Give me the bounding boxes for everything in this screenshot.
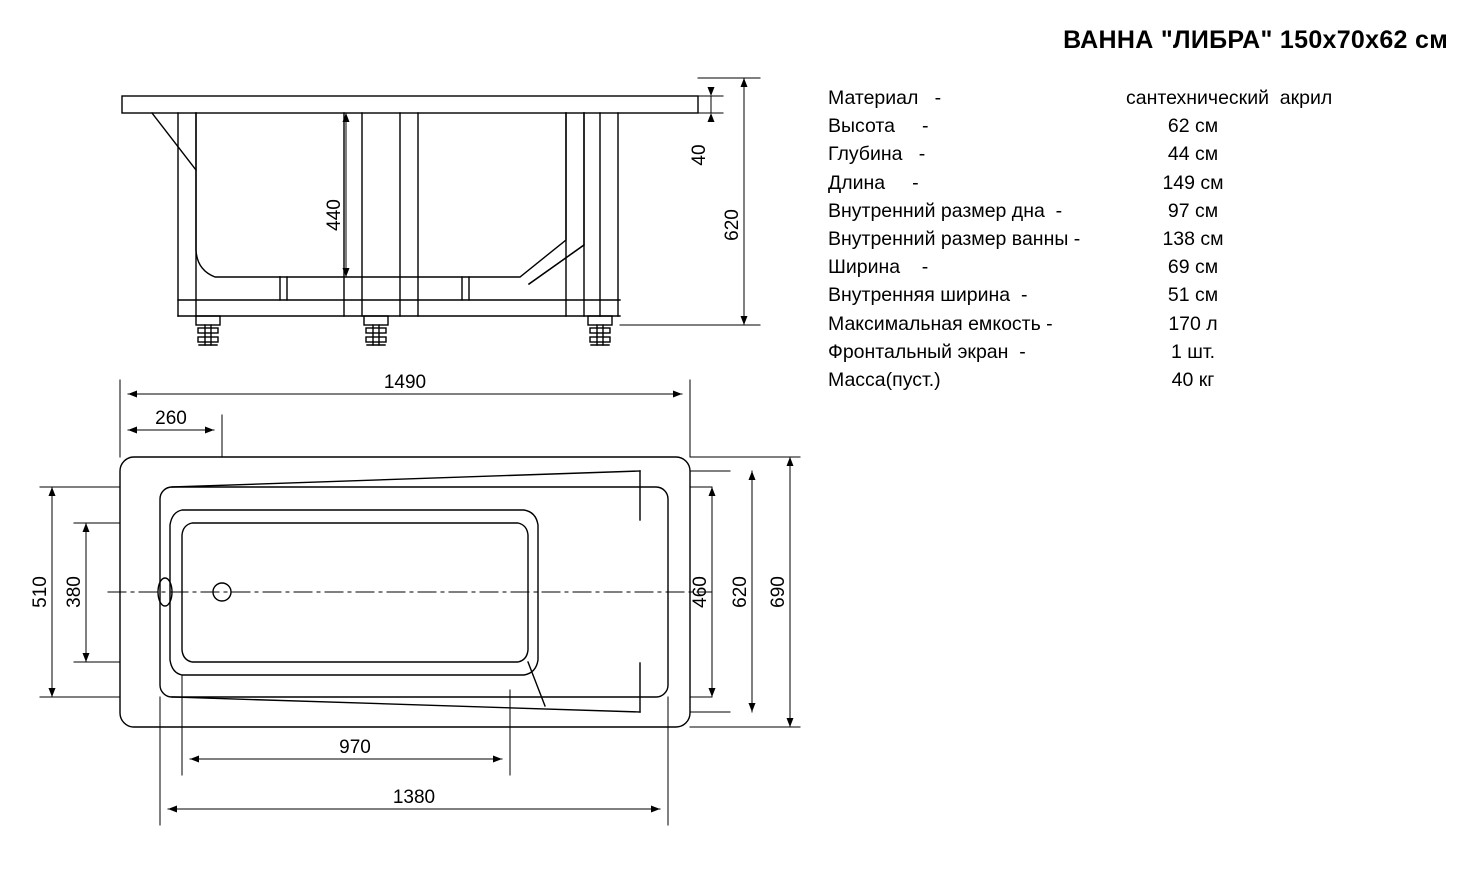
spec-value-inner-width: 51 см <box>1167 284 1219 307</box>
spec-row-width <box>828 253 1428 281</box>
leg-foot-left <box>196 316 220 345</box>
spec-row-material <box>828 84 1428 112</box>
spec-row-inner-width <box>828 281 1428 309</box>
label-dim-40: 40 <box>689 144 710 166</box>
spec-value-front-panel: 1 шт. <box>1170 340 1216 363</box>
label-dim-260: 260 <box>155 408 187 429</box>
spec-value-width: 69 см <box>1167 256 1219 279</box>
spec-value-length: 149 см <box>1162 171 1224 194</box>
label-dim-380: 380 <box>64 576 85 608</box>
label-dim-460: 460 <box>690 576 711 608</box>
top-view-dimensions <box>40 380 800 825</box>
label-dim-440: 440 <box>324 199 345 231</box>
spec-row-mass-empty <box>828 366 1428 394</box>
spec-row-length <box>828 169 1428 197</box>
spec-label-max-capacity: Максимальная емкость - <box>828 312 1053 335</box>
label-dim-970: 970 <box>339 737 371 758</box>
spec-row-depth <box>828 140 1428 168</box>
spec-row-inner-tub-size <box>828 225 1428 253</box>
spec-label-inner-tub-size: Внутренний размер ванны - <box>828 227 1081 250</box>
spec-label-inner-bottom-size: Внутренний размер дна - <box>828 199 1063 222</box>
spec-row-front-panel <box>828 338 1428 366</box>
label-dim-1490: 1490 <box>383 372 427 393</box>
spec-value-height: 62 см <box>1167 115 1219 138</box>
spec-row-height <box>828 112 1428 140</box>
spec-value-inner-tub-size: 138 см <box>1162 227 1224 250</box>
spec-label-inner-width: Внутренняя ширина - <box>828 284 1028 307</box>
label-dim-620-width: 620 <box>730 576 751 608</box>
spec-value-material: сантехнический акрил <box>1126 87 1333 109</box>
leg-foot-middle <box>364 316 388 345</box>
label-dim-620-height: 620 <box>722 209 743 241</box>
spec-label-mass-empty: Масса(пуст.) <box>828 368 941 391</box>
spec-label-width: Ширина - <box>828 256 929 279</box>
spec-value-inner-bottom-size: 97 см <box>1167 199 1219 222</box>
spec-label-front-panel: Фронтальный экран - <box>828 340 1026 363</box>
front-view-group <box>122 96 698 345</box>
label-dim-690: 690 <box>768 576 789 608</box>
spec-value-depth: 44 см <box>1167 143 1219 166</box>
spec-label-material: Материал - <box>828 87 942 109</box>
spec-label-depth: Глубина - <box>828 143 926 166</box>
specification-table <box>828 84 1428 394</box>
spec-value-mass-empty: 40 кг <box>1171 368 1215 391</box>
page-title: ВАННА "ЛИБРА" 150х70х62 см <box>1063 26 1448 54</box>
spec-label-height: Высота - <box>828 115 929 138</box>
spec-label-length: Длина - <box>828 171 919 194</box>
spec-value-max-capacity: 170 л <box>1168 312 1218 335</box>
label-dim-510: 510 <box>30 576 51 608</box>
front-view-dimensions <box>343 78 761 325</box>
leg-foot-right <box>588 316 612 345</box>
spec-row-inner-bottom-size <box>828 197 1428 225</box>
spec-row-max-capacity <box>828 310 1428 338</box>
label-dim-1380: 1380 <box>392 787 436 808</box>
